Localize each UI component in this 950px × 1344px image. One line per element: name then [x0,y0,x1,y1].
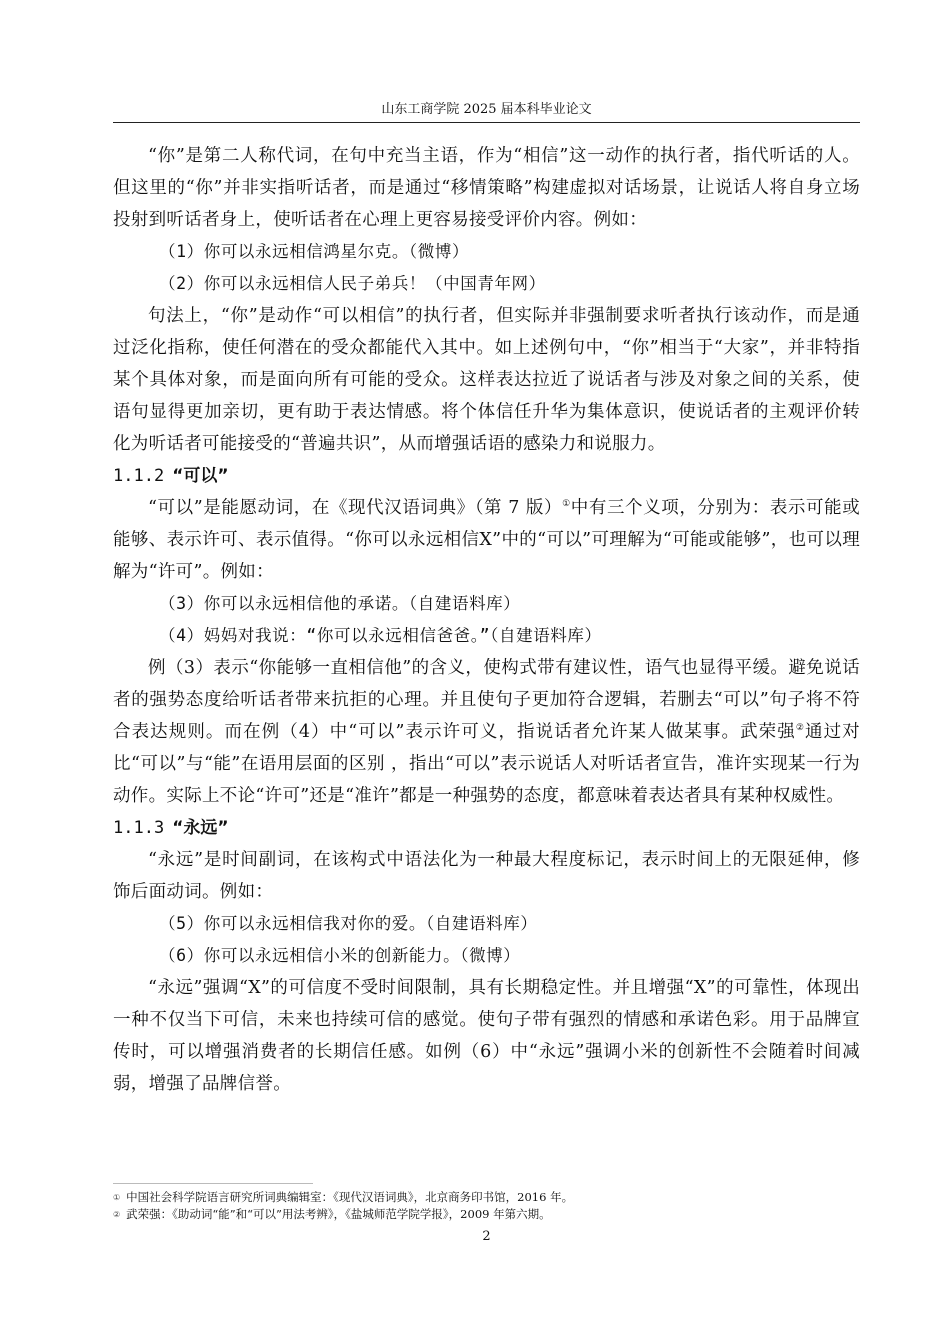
footnote-rule [113,1183,313,1184]
section-title: “可以” [172,466,229,486]
footnote-text: 武荣强：《助动词“能”和“可以”用法考辨》，《盐城师范学院学报》，2009 年第六期。 [126,1207,551,1221]
example-1: （1）你可以永远相信鸿星尔克。（微博） [159,242,470,261]
section-heading-1-1-2 [113,460,860,492]
example-4: （4）妈妈对我说：“你可以永远相信爸爸。”（自建语料库） [159,626,602,645]
example-6: （6）你可以永远相信小米的创新能力。（微博） [159,946,521,965]
paragraph-2: 句法上，“你”是动作“可以相信”的执行者，但实际并非强制要求听者执行该动作，而是通过泛化指称，使任何潜在的受众都能代入其中。如上述例句中，“你”相当于“大家”，并非特指某个具体对象，而是面向所有可能的受众。这样表达拉近了说话者与涉及对象之间的关系，使语句显得更加亲切，更有助于表达情感。将个体信任升华为集体意识，使说话者的主观评价转化为听话者可能接受的“普遍共识”，从而增强话语的感染力和说服力。 [113,306,860,454]
footnote-1 [113,1189,860,1206]
footnote-ref-2[interactable]: ② [795,723,805,734]
header-rule [113,122,860,123]
footnote-mark: ① [113,1193,121,1202]
footnotes [113,1189,860,1223]
section-heading-1-1-3 [113,812,860,844]
paragraph-4-part-a: 例（3）表示“你能够一直相信他”的含义，使构式带有建议性，语气也显得平缓。避免说话者的强势态度给听话者带来抗拒的心理。并且使句子更加符合逻辑，若删去“可以”句子将不符合表达规则。而在例（4）中“可以”表示许可义，指说话者允许某人做某事。武荣强 [113,658,860,742]
body-text [113,140,860,1100]
example-2: （2）你可以永远相信人民子弟兵！（中国青年网） [159,274,546,293]
example-5: （5）你可以永远相信我对你的爱。（自建语料库） [159,914,538,933]
paragraph-6: “永远”强调“X”的可信度不受时间限制，具有长期稳定性。并且增强“X”的可靠性，体现出一种不仅当下可信，未来也持续可信的感觉。使句子带有强烈的情感和承诺色彩。用于品牌宣传时，可以增强消费者的长期信任感。如例（6）中“永远”强调小米的创新性不会随着时间减弱，增强了品牌信誉。 [113,978,860,1094]
paragraph-4 [113,652,860,812]
example-3: （3）你可以永远相信他的承诺。（自建语料库） [159,594,521,613]
page-number: 2 [482,1229,491,1244]
paragraph-3 [113,492,860,588]
section-number: 1.1.3 [113,818,165,838]
running-header: 山东工商学院 2025 届本科毕业论文 [381,102,592,117]
section-title: “永远” [172,818,229,838]
footnote-text: 中国社会科学院语言研究所词典编辑室：《现代汉语词典》，北京商务印书馆，2016 年。 [126,1190,574,1204]
section-number: 1.1.2 [113,466,165,486]
paragraph-3-part-b: 中有三个义项，分别为：表示可能或能够、表示许可、表示值得。“你可以永远相信X”中的“可以”可理解为“可能或能够”，也可以理解为“许可”。例如： [113,498,860,582]
paragraph-4-part-b: 通过对比“可以”与“能”在语用层面的区别 ，指出“可以”表示说话人对听话者宣告，准许实现某一行为动作。实际上不论“许可”还是“准许”都是一种强势的态度，都意味着表达者具有某种权威性。 [113,722,860,806]
paragraph-5: “永远”是时间副词，在该构式中语法化为一种最大程度标记，表示时间上的无限延伸，修饰后面动词。例如： [113,850,860,902]
paragraph-3-part-a: “可以”是能愿动词，在《现代汉语词典》（第 7 版） [148,498,563,518]
footnote-mark: ② [113,1210,121,1219]
paragraph-1: “你”是第二人称代词，在句中充当主语，作为“相信”这一动作的执行者，指代听话的人。但这里的“你”并非实指听话者，而是通过“移情策略”构建虚拟对话场景，让说话人将自身立场投射到听话者身上，使听话者在心理上更容易接受评价内容。例如： [113,146,860,230]
footnote-ref-1[interactable]: ① [562,499,571,510]
footnote-2 [113,1206,860,1223]
